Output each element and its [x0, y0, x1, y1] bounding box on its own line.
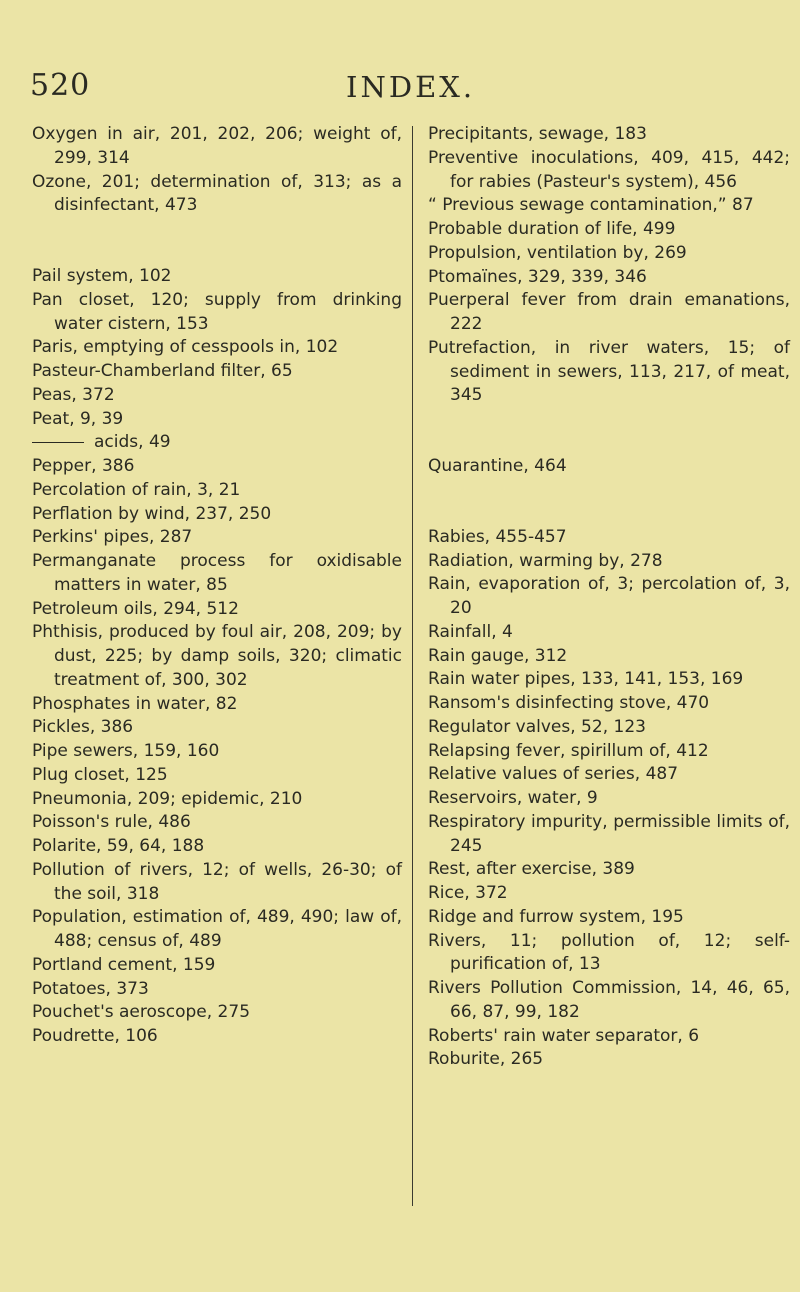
entry-text: Pepper, 386 — [32, 456, 135, 476]
index-entry — [32, 954, 402, 978]
entry-text: Ridge and furrow system, 195 — [428, 906, 684, 927]
entry-text: Phthisis, produced by foul air, 208, 209; by dust, 225; by damp soils, 320; climatic treatment of, 300, 302 — [32, 622, 402, 690]
index-entry — [428, 740, 790, 764]
index-entry — [428, 858, 790, 882]
index-entry — [428, 550, 790, 574]
entry-text: Probable duration of life, 499 — [428, 219, 676, 239]
entry-text: Pneumonia, 209; epidemic, 210 — [32, 788, 303, 809]
index-entry — [32, 621, 402, 692]
entry-text: Rain, evaporation of, 3; percolation of, 3, 20 — [428, 574, 790, 618]
index-entry — [428, 621, 790, 645]
index-entry — [428, 811, 790, 859]
entry-text: Pipe sewers, 159, 160 — [32, 741, 220, 761]
index-entry — [32, 859, 402, 907]
index-entry — [428, 337, 790, 408]
entry-text: “ Previous sewage contamination,” 87 — [428, 195, 754, 216]
page-number: 520 — [30, 68, 91, 103]
index-entry — [428, 194, 790, 218]
index-entry — [32, 835, 402, 859]
index-entry — [428, 763, 790, 787]
entry-text: Oxygen in air, 201, 202, 206; weight of, 299, 314 — [32, 124, 402, 168]
entry-text: Poisson's rule, 486 — [32, 812, 191, 833]
entry-text: Propulsion, ventilation by, 269 — [428, 242, 687, 263]
entry-text: Rainfall, 4 — [428, 621, 513, 642]
index-entry — [32, 336, 402, 360]
entry-text: Rain water pipes, 133, 141, 153, 169 — [428, 669, 744, 690]
entry-text: Pollution of rivers, 12; of wells, 26-30; of the soil, 318 — [32, 859, 402, 904]
entry-text: Pail system, 102 — [32, 266, 172, 286]
entry-text: Puerperal fever from drain emanations, 222 — [428, 290, 790, 334]
entry-text: Reservoirs, water, 9 — [428, 788, 598, 808]
index-entry — [32, 788, 402, 812]
entry-text: Peas, 372 — [32, 384, 115, 405]
entry-text: Permanganate process for oxidisable matters in water, 85 — [32, 551, 402, 595]
column-divider — [412, 126, 413, 1206]
repeat-dash — [32, 442, 84, 443]
index-entry — [32, 479, 402, 503]
index-entry — [428, 526, 790, 550]
entry-text: Potatoes, 373 — [32, 978, 149, 999]
index-entry — [32, 526, 402, 550]
section-gap — [428, 408, 790, 455]
entry-text: Rain gauge, 312 — [428, 645, 568, 666]
index-entry — [428, 218, 790, 242]
entry-text: Rest, after exercise, 389 — [428, 859, 635, 880]
entry-text: Peat, 9, 39 — [32, 408, 124, 429]
index-entry — [428, 455, 790, 479]
entry-text: Pasteur-Chamberland filter, 65 — [32, 361, 293, 381]
index-entry — [32, 1001, 402, 1025]
entry-text: Ransom's disinfecting stove, 470 — [428, 693, 710, 713]
entry-text: Rivers Pollution Commission, 14, 46, 65, 66, 87, 99, 182 — [428, 978, 790, 1022]
entry-text: Portland cement, 159 — [32, 954, 216, 975]
entry-text: Roberts' rain water separator, 6 — [428, 1025, 700, 1046]
index-entry — [32, 740, 402, 764]
index-entry — [428, 930, 790, 978]
index-entry — [428, 906, 790, 930]
entry-text: Relapsing fever, spirillum of, 412 — [428, 740, 709, 761]
index-entry — [428, 1025, 790, 1049]
index-entry — [428, 573, 790, 621]
index-entry — [32, 265, 402, 289]
entry-text: Pickles, 386 — [32, 717, 134, 738]
entry-text: Polarite, 59, 64, 188 — [32, 836, 205, 856]
entry-text: Plug closet, 125 — [32, 764, 168, 785]
page-title: INDEX. — [346, 70, 476, 104]
index-column-right — [428, 123, 790, 1072]
index-entry — [32, 289, 402, 337]
entry-text: Rabies, 455-457 — [428, 526, 567, 547]
entry-text: Perflation by wind, 237, 250 — [32, 503, 272, 524]
index-entry — [32, 716, 402, 740]
index-subentry — [32, 431, 402, 455]
entry-text: Pan closet, 120; supply from drinking water cistern, 153 — [32, 289, 402, 334]
entry-text: Precipitants, sewage, 183 — [428, 124, 647, 144]
index-column-left — [32, 123, 402, 1049]
index-entry — [428, 289, 790, 337]
index-entry — [32, 811, 402, 835]
entry-text: Population, estimation of, 489, 490; law of, 488; census of, 489 — [32, 907, 402, 951]
index-entry — [428, 882, 790, 906]
index-entry — [428, 123, 790, 147]
entry-text: Ptomaïnes, 329, 339, 346 — [428, 266, 647, 287]
entry-text: Preventive inoculations, 409, 415, 442; for rabies (Pasteur's system), 456 — [428, 147, 790, 192]
index-entry — [428, 645, 790, 669]
index-entry — [32, 906, 402, 954]
index-entry — [32, 360, 402, 384]
entry-text: Rice, 372 — [428, 883, 508, 903]
index-entry — [32, 764, 402, 788]
index-entry — [32, 693, 402, 717]
section-gap — [428, 479, 790, 526]
index-entry — [32, 598, 402, 622]
entry-text: Putrefaction, in river waters, 15; of sediment in sewers, 113, 217, of meat, 345 — [428, 337, 790, 406]
entry-text: Quarantine, 464 — [428, 456, 567, 476]
entry-text: Phosphates in water, 82 — [32, 693, 238, 714]
entry-text: Radiation, warming by, 278 — [428, 550, 663, 571]
index-entry — [428, 147, 790, 195]
index-entry — [32, 503, 402, 527]
index-entry — [428, 1048, 790, 1072]
index-entry — [428, 692, 790, 716]
index-entry — [32, 550, 402, 598]
entry-text: acids, 49 — [94, 432, 171, 453]
index-entry — [428, 242, 790, 266]
index-entry — [428, 977, 790, 1025]
index-entry — [428, 668, 790, 692]
entry-text: Ozone, 201; determination of, 313; as a disinfectant, 473 — [32, 171, 402, 216]
index-entry — [32, 384, 402, 408]
index-entry — [32, 978, 402, 1002]
index-entry — [428, 787, 790, 811]
index-entry — [32, 123, 402, 171]
entry-text: Respiratory impurity, permissible limits of, 245 — [428, 811, 790, 856]
index-entry — [428, 716, 790, 740]
entry-text: Petroleum oils, 294, 512 — [32, 598, 239, 619]
entry-text: Relative values of series, 487 — [428, 764, 679, 785]
entry-text: Roburite, 265 — [428, 1049, 544, 1070]
index-entry — [32, 1025, 402, 1049]
index-entry — [32, 171, 402, 219]
entry-text: Perkins' pipes, 287 — [32, 527, 193, 548]
section-gap — [32, 218, 402, 265]
entry-text: Poudrette, 106 — [32, 1026, 158, 1046]
index-entry — [32, 455, 402, 479]
index-entry — [32, 408, 402, 432]
entry-text: Percolation of rain, 3, 21 — [32, 479, 241, 500]
entry-text: Rivers, 11; pollution of, 12; self-purification of, 13 — [428, 930, 790, 975]
entry-text: Paris, emptying of cesspools in, 102 — [32, 337, 339, 358]
index-entry — [428, 266, 790, 290]
entry-text: Pouchet's aeroscope, 275 — [32, 1002, 251, 1023]
entry-text: Regulator valves, 52, 123 — [428, 716, 646, 737]
